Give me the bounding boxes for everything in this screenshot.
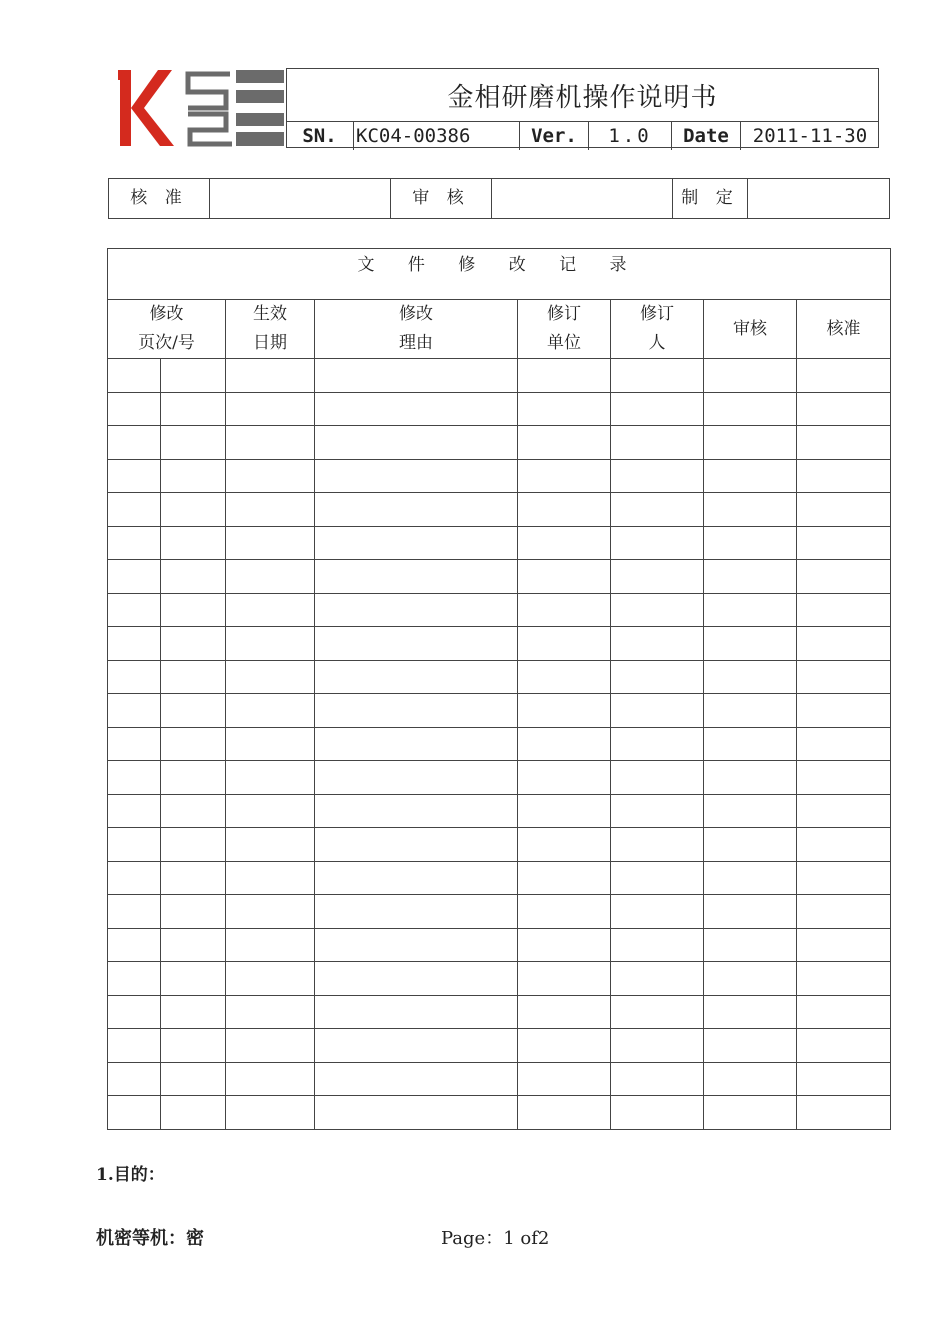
table-cell[interactable] (797, 694, 891, 728)
table-cell[interactable] (704, 493, 797, 527)
table-cell[interactable] (108, 627, 161, 661)
table-cell[interactable] (315, 928, 518, 962)
table-cell[interactable] (518, 1029, 611, 1063)
table-cell[interactable] (315, 694, 518, 728)
table-cell[interactable] (518, 593, 611, 627)
sn-label: SN. (286, 122, 354, 150)
table-cell[interactable] (797, 727, 891, 761)
table-cell[interactable] (226, 660, 315, 694)
table-cell[interactable] (161, 861, 226, 895)
table-cell[interactable] (315, 426, 518, 460)
header-review (704, 300, 797, 359)
table-cell[interactable] (315, 459, 518, 493)
table-cell[interactable] (611, 526, 704, 560)
table-cell[interactable] (315, 392, 518, 426)
table-cell[interactable] (108, 593, 161, 627)
table-cell[interactable] (518, 794, 611, 828)
table-cell[interactable] (518, 526, 611, 560)
table-cell[interactable] (518, 426, 611, 460)
table-cell[interactable] (611, 1096, 704, 1130)
table-cell[interactable] (797, 459, 891, 493)
table-cell[interactable] (797, 794, 891, 828)
header-approve-line: 核准 (826, 318, 861, 339)
document-title: 金相研磨机操作说明书 (447, 82, 718, 113)
table-cell[interactable] (797, 392, 891, 426)
table-cell[interactable] (611, 995, 704, 1029)
table-row (108, 1096, 891, 1130)
table-cell[interactable] (611, 895, 704, 929)
table-cell[interactable] (161, 962, 226, 996)
table-cell[interactable] (108, 459, 161, 493)
table-cell[interactable] (108, 660, 161, 694)
table-row (108, 627, 891, 661)
table-cell[interactable] (315, 828, 518, 862)
table-cell[interactable] (704, 1029, 797, 1063)
table-row (108, 526, 891, 560)
table-cell[interactable] (108, 794, 161, 828)
table-cell[interactable] (226, 1029, 315, 1063)
table-cell[interactable] (161, 995, 226, 1029)
table-cell[interactable] (704, 794, 797, 828)
table-cell[interactable] (161, 727, 226, 761)
table-cell[interactable] (315, 727, 518, 761)
header-effective-date-line: 日期 (253, 333, 287, 353)
table-cell[interactable] (704, 694, 797, 728)
table-cell[interactable] (518, 828, 611, 862)
table-cell[interactable] (704, 962, 797, 996)
table-cell[interactable] (704, 593, 797, 627)
table-cell[interactable] (226, 359, 315, 393)
table-cell[interactable] (704, 1062, 797, 1096)
table-cell[interactable] (704, 627, 797, 661)
table-cell[interactable] (108, 1062, 161, 1096)
table-cell[interactable] (518, 392, 611, 426)
table-row (108, 928, 891, 962)
table-cell[interactable] (704, 895, 797, 929)
make-field[interactable] (748, 179, 890, 219)
table-row (108, 895, 891, 929)
table-cell[interactable] (315, 1096, 518, 1130)
table-cell[interactable] (108, 359, 161, 393)
table-cell[interactable] (161, 493, 226, 527)
table-cell[interactable] (611, 962, 704, 996)
table-cell[interactable] (611, 359, 704, 393)
sn-value: KC04-00386 (354, 122, 520, 150)
table-cell[interactable] (161, 560, 226, 594)
table-cell[interactable] (108, 761, 161, 795)
table-cell[interactable] (797, 895, 891, 929)
company-logo (118, 68, 286, 148)
date-label: Date (672, 122, 741, 150)
table-cell[interactable] (518, 962, 611, 996)
table-cell[interactable] (611, 694, 704, 728)
table-cell[interactable] (518, 727, 611, 761)
header-reviser (611, 300, 704, 359)
table-row (108, 392, 891, 426)
table-cell[interactable] (611, 660, 704, 694)
table-row (108, 459, 891, 493)
table-cell[interactable] (108, 995, 161, 1029)
table-cell[interactable] (611, 392, 704, 426)
table-cell[interactable] (108, 828, 161, 862)
table-cell[interactable] (704, 727, 797, 761)
table-cell[interactable] (797, 493, 891, 527)
table-cell[interactable] (611, 426, 704, 460)
table-cell[interactable] (797, 526, 891, 560)
table-row (108, 426, 891, 460)
table-row (108, 828, 891, 862)
table-cell[interactable] (226, 928, 315, 962)
table-cell[interactable] (226, 560, 315, 594)
table-cell[interactable] (704, 426, 797, 460)
table-cell[interactable] (518, 1096, 611, 1130)
table-cell[interactable] (611, 560, 704, 594)
table-cell[interactable] (108, 1029, 161, 1063)
table-cell[interactable] (226, 895, 315, 929)
table-cell[interactable] (797, 1029, 891, 1063)
table-cell[interactable] (518, 928, 611, 962)
table-cell[interactable] (704, 828, 797, 862)
table-row (108, 560, 891, 594)
table-cell[interactable] (161, 459, 226, 493)
confidentiality-level: 机密等机：密 (96, 1228, 204, 1249)
table-cell[interactable] (315, 794, 518, 828)
table-cell[interactable] (611, 828, 704, 862)
make-label: 制 定 (673, 179, 748, 219)
table-row (108, 861, 891, 895)
table-cell[interactable] (704, 359, 797, 393)
table-cell[interactable] (161, 660, 226, 694)
table-cell[interactable] (797, 426, 891, 460)
section-purpose-heading: 1.目的： (96, 1165, 165, 1185)
table-cell[interactable] (226, 526, 315, 560)
header-effective-date (226, 300, 315, 359)
table-cell[interactable] (161, 359, 226, 393)
table-cell[interactable] (797, 761, 891, 795)
table-cell[interactable] (797, 560, 891, 594)
table-cell[interactable] (611, 727, 704, 761)
table-cell[interactable] (108, 962, 161, 996)
table-cell[interactable] (704, 459, 797, 493)
table-cell[interactable] (315, 593, 518, 627)
table-row (108, 593, 891, 627)
table-cell[interactable] (611, 627, 704, 661)
table-cell[interactable] (611, 1029, 704, 1063)
header-reviser-line: 人 (648, 333, 666, 353)
header-approve (797, 300, 891, 359)
header-page-number-line: 修改 (149, 304, 184, 324)
table-cell[interactable] (161, 895, 226, 929)
table-cell[interactable] (611, 459, 704, 493)
table-cell[interactable] (226, 593, 315, 627)
table-cell[interactable] (161, 1096, 226, 1130)
table-cell[interactable] (161, 593, 226, 627)
date-value: 2011-11-30 (752, 125, 868, 147)
table-cell[interactable] (518, 459, 611, 493)
table-cell[interactable] (315, 1062, 518, 1096)
table-cell[interactable] (518, 627, 611, 661)
approve-field[interactable] (210, 179, 391, 219)
table-row (108, 493, 891, 527)
approve-label: 核 准 (109, 179, 210, 219)
table-cell[interactable] (315, 660, 518, 694)
table-cell[interactable] (226, 493, 315, 527)
table-cell[interactable] (797, 1062, 891, 1096)
table-cell[interactable] (161, 794, 226, 828)
revision-record-title: 文 件 修 改 记 录 (108, 249, 891, 300)
review-label: 审 核 (391, 179, 492, 219)
version-label: Ver. (520, 122, 589, 150)
table-cell[interactable] (161, 928, 226, 962)
table-cell[interactable] (108, 895, 161, 929)
header-unit (518, 300, 611, 359)
table-cell[interactable] (315, 861, 518, 895)
table-cell[interactable] (518, 493, 611, 527)
table-cell[interactable] (797, 995, 891, 1029)
table-cell[interactable] (704, 861, 797, 895)
table-cell[interactable] (315, 1029, 518, 1063)
table-cell[interactable] (161, 1062, 226, 1096)
table-cell[interactable] (797, 627, 891, 661)
table-cell[interactable] (704, 660, 797, 694)
header-review-line: 审核 (733, 318, 767, 339)
table-cell[interactable] (161, 392, 226, 426)
table-cell[interactable] (161, 828, 226, 862)
table-cell[interactable] (315, 493, 518, 527)
table-cell[interactable] (611, 794, 704, 828)
table-cell[interactable] (518, 660, 611, 694)
table-cell[interactable] (518, 359, 611, 393)
table-cell[interactable] (108, 493, 161, 527)
table-cell[interactable] (108, 526, 161, 560)
table-cell[interactable] (161, 761, 226, 795)
document-header-box (286, 68, 879, 148)
table-cell[interactable] (704, 761, 797, 795)
table-cell[interactable] (226, 694, 315, 728)
table-cell[interactable] (315, 560, 518, 594)
logo-s-mark (188, 74, 232, 144)
table-cell[interactable] (226, 761, 315, 795)
table-cell[interactable] (518, 995, 611, 1029)
table-cell[interactable] (797, 928, 891, 962)
table-cell[interactable] (704, 560, 797, 594)
table-cell[interactable] (226, 727, 315, 761)
table-cell[interactable] (611, 928, 704, 962)
table-cell[interactable] (108, 727, 161, 761)
table-row (108, 359, 891, 393)
table-cell[interactable] (797, 861, 891, 895)
table-row (108, 794, 891, 828)
table-cell[interactable] (797, 593, 891, 627)
table-row (108, 1062, 891, 1096)
table-cell[interactable] (108, 928, 161, 962)
table-cell[interactable] (226, 426, 315, 460)
header-reason-line: 修改 (399, 304, 433, 324)
table-cell[interactable] (108, 861, 161, 895)
table-cell[interactable] (226, 1062, 315, 1096)
table-cell[interactable] (518, 761, 611, 795)
table-cell[interactable] (108, 1096, 161, 1130)
table-cell[interactable] (161, 526, 226, 560)
table-cell[interactable] (704, 995, 797, 1029)
table-cell[interactable] (704, 526, 797, 560)
table-cell[interactable] (226, 962, 315, 996)
table-cell[interactable] (315, 895, 518, 929)
table-cell[interactable] (797, 359, 891, 393)
table-cell[interactable] (611, 1062, 704, 1096)
table-row (108, 694, 891, 728)
table-cell[interactable] (226, 459, 315, 493)
table-cell[interactable] (315, 526, 518, 560)
table-cell[interactable] (611, 493, 704, 527)
version-value: 1.0 (589, 122, 672, 150)
page-number: Page：1 of2 (441, 1228, 550, 1249)
table-cell[interactable] (797, 828, 891, 862)
review-field[interactable] (492, 179, 673, 219)
table-cell[interactable] (226, 828, 315, 862)
revision-record-table (107, 248, 891, 1130)
header-page-number-line: 页次/号 (138, 333, 195, 353)
table-cell[interactable] (161, 694, 226, 728)
table-cell[interactable] (108, 694, 161, 728)
table-cell[interactable] (226, 794, 315, 828)
table-cell[interactable] (704, 392, 797, 426)
table-cell[interactable] (797, 962, 891, 996)
header-unit-line: 修订 (547, 304, 581, 324)
table-cell[interactable] (704, 928, 797, 962)
table-cell[interactable] (518, 895, 611, 929)
table-cell[interactable] (315, 359, 518, 393)
table-cell[interactable] (226, 861, 315, 895)
table-cell[interactable] (797, 1096, 891, 1130)
header-unit-line: 单位 (547, 333, 581, 353)
table-cell[interactable] (108, 392, 161, 426)
table-cell[interactable] (226, 392, 315, 426)
header-reason-line: 理由 (399, 333, 433, 353)
header-page-number (108, 300, 226, 359)
document-meta-row (286, 121, 879, 150)
table-cell[interactable] (518, 1062, 611, 1096)
table-cell[interactable] (797, 660, 891, 694)
table-cell[interactable] (611, 861, 704, 895)
logo-k-mark (118, 70, 174, 146)
table-cell[interactable] (161, 426, 226, 460)
table-cell[interactable] (161, 627, 226, 661)
logo-e-mark (236, 70, 284, 146)
table-cell[interactable] (315, 761, 518, 795)
header-reason (315, 300, 518, 359)
header-effective-date-line: 生效 (253, 304, 287, 324)
table-cell[interactable] (226, 627, 315, 661)
header-reviser-line: 修订 (640, 304, 674, 324)
revision-record-body (108, 359, 891, 1130)
table-cell[interactable] (108, 560, 161, 594)
table-row (108, 727, 891, 761)
table-row (108, 761, 891, 795)
table-cell[interactable] (108, 426, 161, 460)
table-cell[interactable] (518, 560, 611, 594)
table-cell[interactable] (226, 995, 315, 1029)
table-cell[interactable] (226, 1096, 315, 1130)
table-row (108, 1029, 891, 1063)
approval-table (108, 178, 890, 219)
table-cell[interactable] (315, 995, 518, 1029)
table-cell[interactable] (161, 1029, 226, 1063)
table-cell[interactable] (704, 1096, 797, 1130)
table-cell[interactable] (611, 761, 704, 795)
revision-record-header-row (108, 300, 891, 359)
table-row (108, 995, 891, 1029)
table-cell[interactable] (315, 962, 518, 996)
table-row (108, 962, 891, 996)
table-cell[interactable] (315, 627, 518, 661)
table-cell[interactable] (518, 694, 611, 728)
table-row (108, 660, 891, 694)
table-cell[interactable] (518, 861, 611, 895)
table-cell[interactable] (611, 593, 704, 627)
